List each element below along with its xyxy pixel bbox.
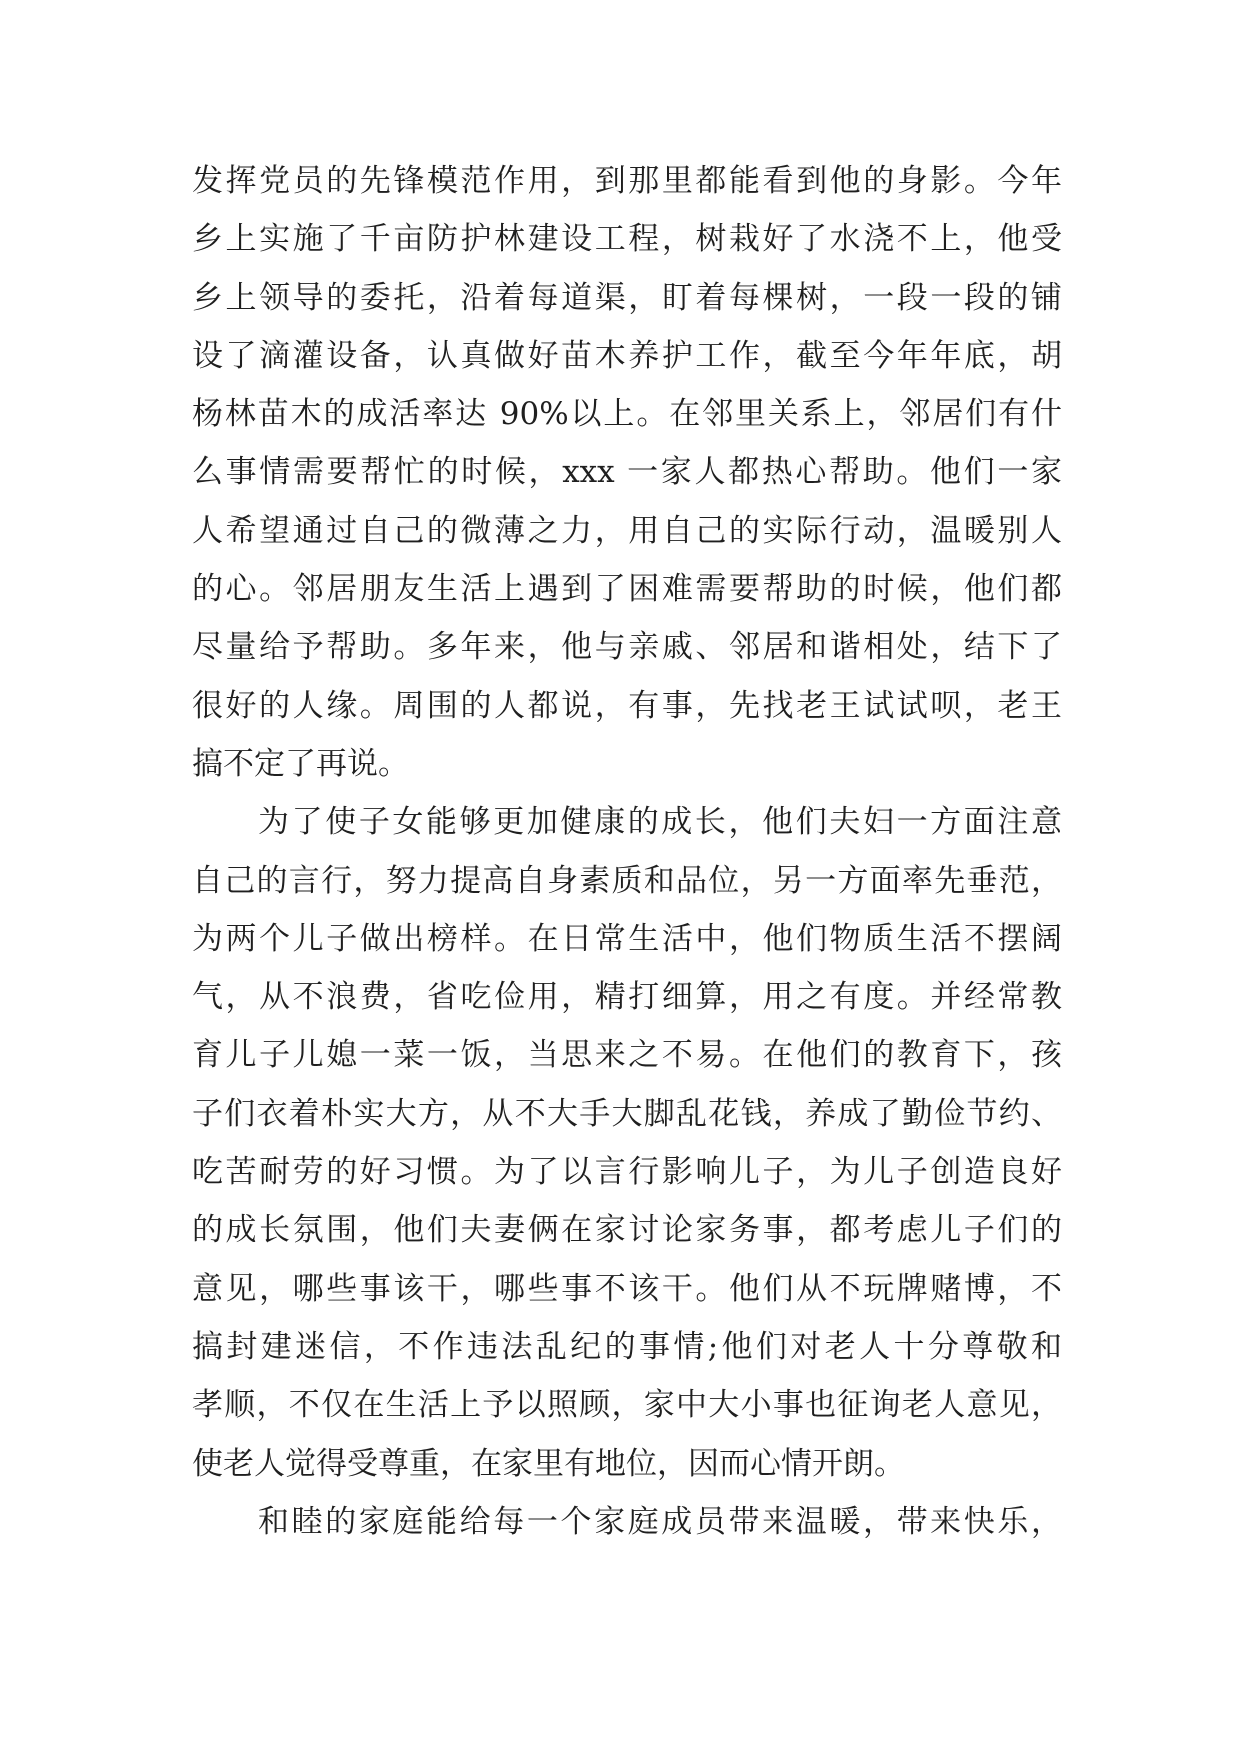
body-text (192, 152, 1062, 1551)
text-line: 气，从不浪费，省吃俭用，精打细算，用之有度。并经常教 (192, 979, 1062, 1016)
text-line: 的成长氛围，他们夫妻俩在家讨论家务事，都考虑儿子们的 (192, 1212, 1062, 1249)
text-line: 尽量给予帮助。多年来，他与亲戚、邻居和谐相处，结下了 (192, 629, 1062, 666)
text-line: 子们衣着朴实大方，从不大手大脚乱花钱，养成了勤俭节约、 (192, 1095, 1062, 1132)
text-line: 设了滴灌设备，认真做好苗木养护工作，截至今年年底，胡 (192, 337, 1062, 374)
text-line: 搞封建迷信，不作违法乱纪的事情;他们对老人十分尊敬和 (192, 1328, 1062, 1365)
text-line: 发挥党员的先锋模范作用，到那里都能看到他的身影。今年 (192, 163, 1062, 199)
text-line: 育儿子儿媳一菜一饭，当思来之不易。在他们的教育下，孩 (192, 1037, 1062, 1074)
paragraph-first-line: 为了使子女能够更加健康的成长，他们夫妇一方面注意 (258, 804, 1062, 841)
text-line: 很好的人缘。周围的人都说，有事，先找老王试试呗，老王 (192, 687, 1062, 724)
paragraph-first-line: 和睦的家庭能给每一个家庭成员带来温暖，带来快乐， (258, 1503, 1062, 1540)
text-line: 使老人觉得受尊重，在家里有地位，因而心情开朗。 (192, 1445, 905, 1482)
text-line: 为两个儿子做出榜样。在日常生活中，他们物质生活不摆阔 (192, 920, 1062, 957)
text-line: 么事情需要帮忙的时候，xxx 一家人都热心帮助。他们一家 (192, 454, 1062, 491)
text-line: 搞不定了再说。 (192, 745, 409, 782)
text-line: 人希望通过自己的微薄之力，用自己的实际行动，温暖别人 (192, 512, 1062, 549)
text-line: 孝顺，不仅在生活上予以照顾，家中大小事也征询老人意见， (192, 1387, 1062, 1424)
text-line: 杨林苗木的成活率达 90%以上。在邻里关系上，邻居们有什 (192, 396, 1062, 433)
text-line: 的心。邻居朋友生活上遇到了困难需要帮助的时候，他们都 (192, 571, 1062, 608)
text-line: 乡上实施了千亩防护林建设工程，树栽好了水浇不上，他受 (192, 221, 1062, 258)
text-line: 意见，哪些事该干，哪些事不该干。他们从不玩牌赌博，不 (192, 1270, 1062, 1307)
text-line: 自己的言行，努力提高自身素质和品位，另一方面率先垂范， (192, 862, 1062, 899)
text-line: 乡上领导的委托，沿着每道渠，盯着每棵树，一段一段的铺 (192, 279, 1062, 316)
text-line: 吃苦耐劳的好习惯。为了以言行影响儿子，为儿子创造良好 (192, 1154, 1062, 1191)
